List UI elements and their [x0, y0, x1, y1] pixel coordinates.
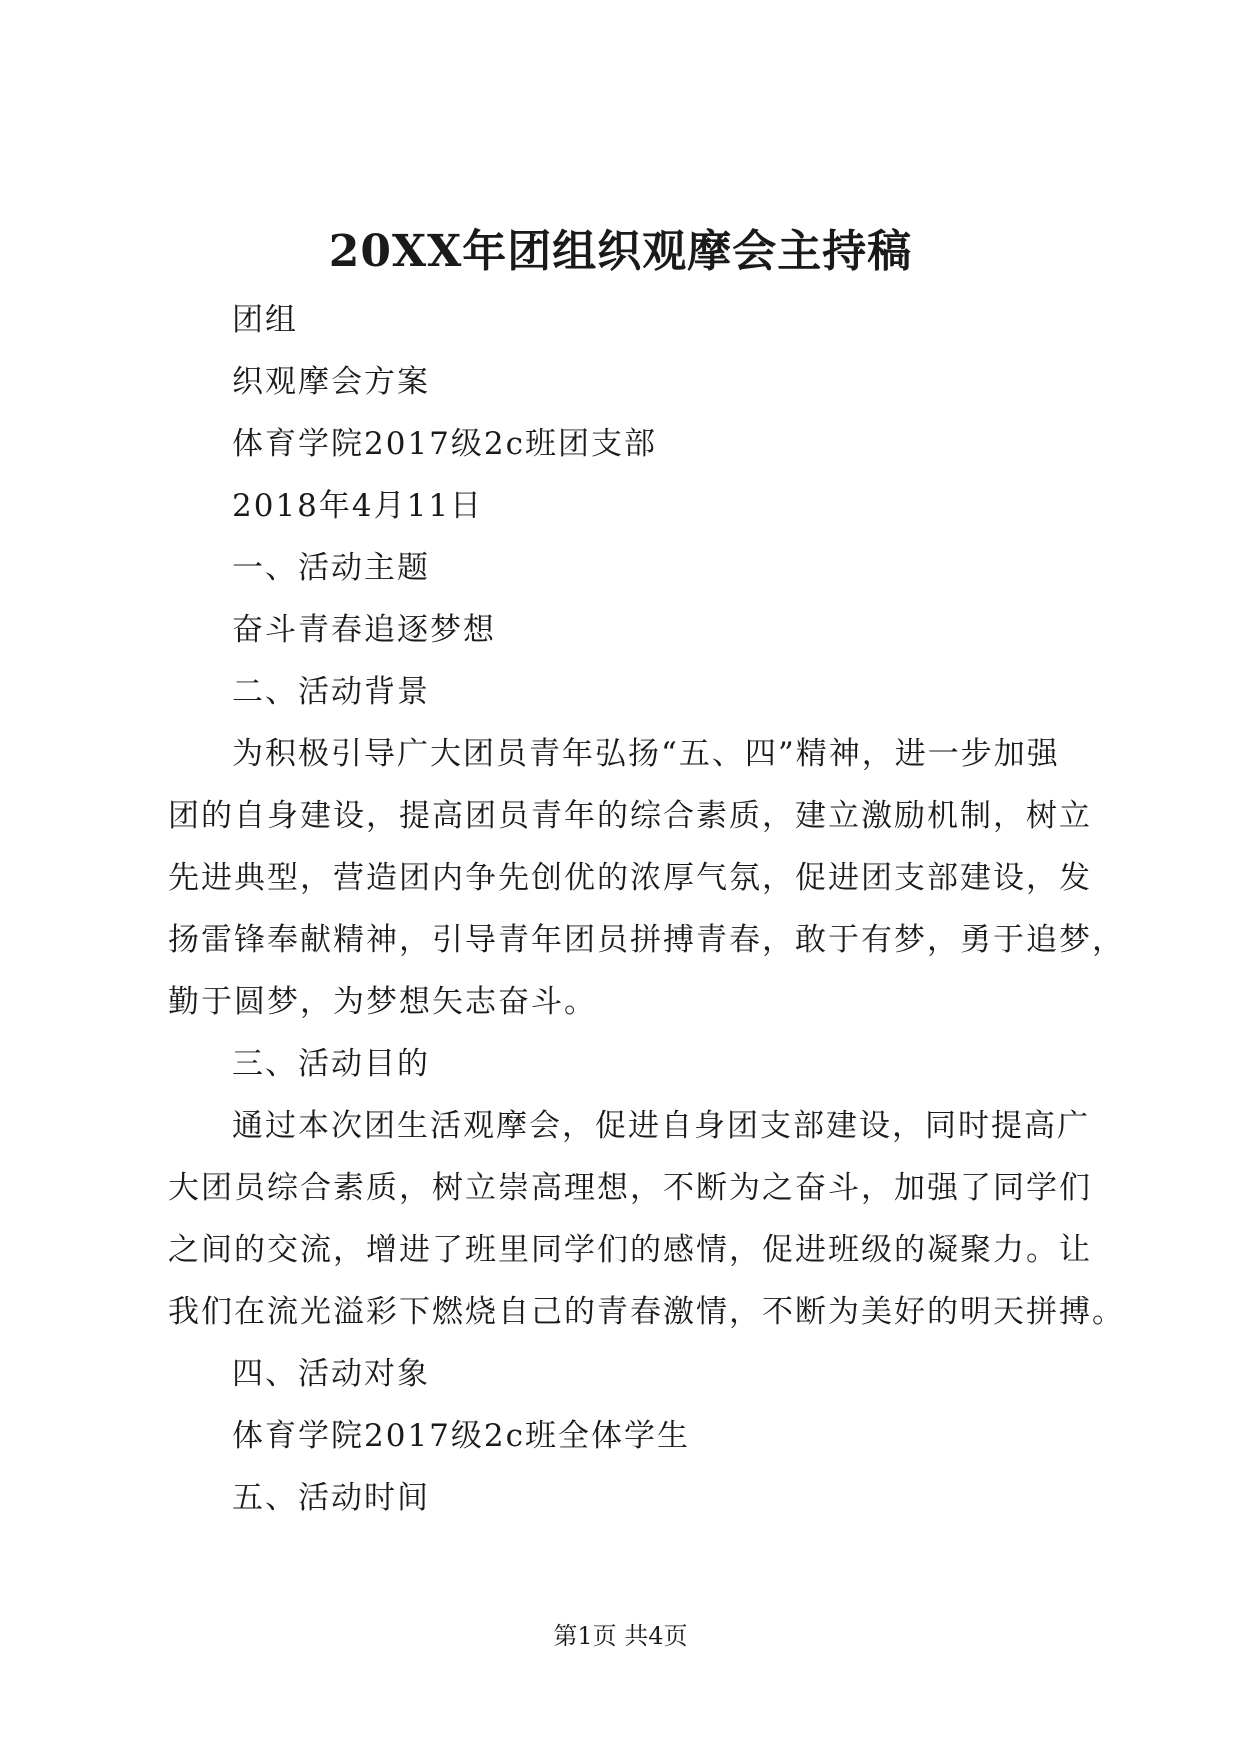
- purpose-paragraph: [168, 1095, 1125, 1343]
- paragraph-line: 通过本次团生活观摩会，促进自身团支部建设，同时提高广: [232, 1108, 1090, 1144]
- section-heading-5: 五、活动时间: [232, 1480, 430, 1516]
- section-heading-3: 三、活动目的: [232, 1046, 430, 1082]
- section-heading-1: 一、活动主题: [232, 550, 430, 586]
- text-line-theme: 奋斗青春追逐梦想: [232, 612, 496, 648]
- section-heading-2: 二、活动背景: [232, 674, 430, 710]
- document-title: 20XX年团组织观摩会主持稿: [328, 226, 913, 277]
- page-footer: 第1页 共4页: [553, 1622, 688, 1650]
- paragraph-line: 勤于圆梦，为梦想矢志奋斗。: [168, 984, 597, 1020]
- text-line-1: 团组: [232, 302, 298, 338]
- background-paragraph: [168, 723, 1125, 1033]
- section-heading-4: 四、活动对象: [232, 1356, 430, 1392]
- paragraph-line: 扬雷锋奉献精神，引导青年团员拼搏青春，敢于有梦，勇于追梦，: [168, 922, 1125, 958]
- text-line-4: 2018年4月11日: [232, 488, 484, 524]
- paragraph-line: 团的自身建设，提高团员青年的综合素质，建立激励机制，树立: [168, 798, 1092, 834]
- text-line-2: 织观摩会方案: [232, 364, 430, 400]
- text-line-target: 体育学院2017级2c班全体学生: [232, 1418, 690, 1454]
- paragraph-line: 之间的交流，增进了班里同学们的感情，促进班级的凝聚力。让: [168, 1232, 1092, 1268]
- paragraph-line: 为积极引导广大团员青年弘扬“五、四”精神，进一步加强: [232, 736, 1060, 772]
- paragraph-line: 我们在流光溢彩下燃烧自己的青春激情，不断为美好的明天拼搏。: [168, 1294, 1125, 1330]
- text-line-3: 体育学院2017级2c班团支部: [232, 426, 657, 462]
- paragraph-line: 大团员综合素质，树立崇高理想，不断为之奋斗，加强了同学们: [168, 1170, 1092, 1206]
- paragraph-line: 先进典型，营造团内争先创优的浓厚气氛，促进团支部建设，发: [168, 860, 1092, 896]
